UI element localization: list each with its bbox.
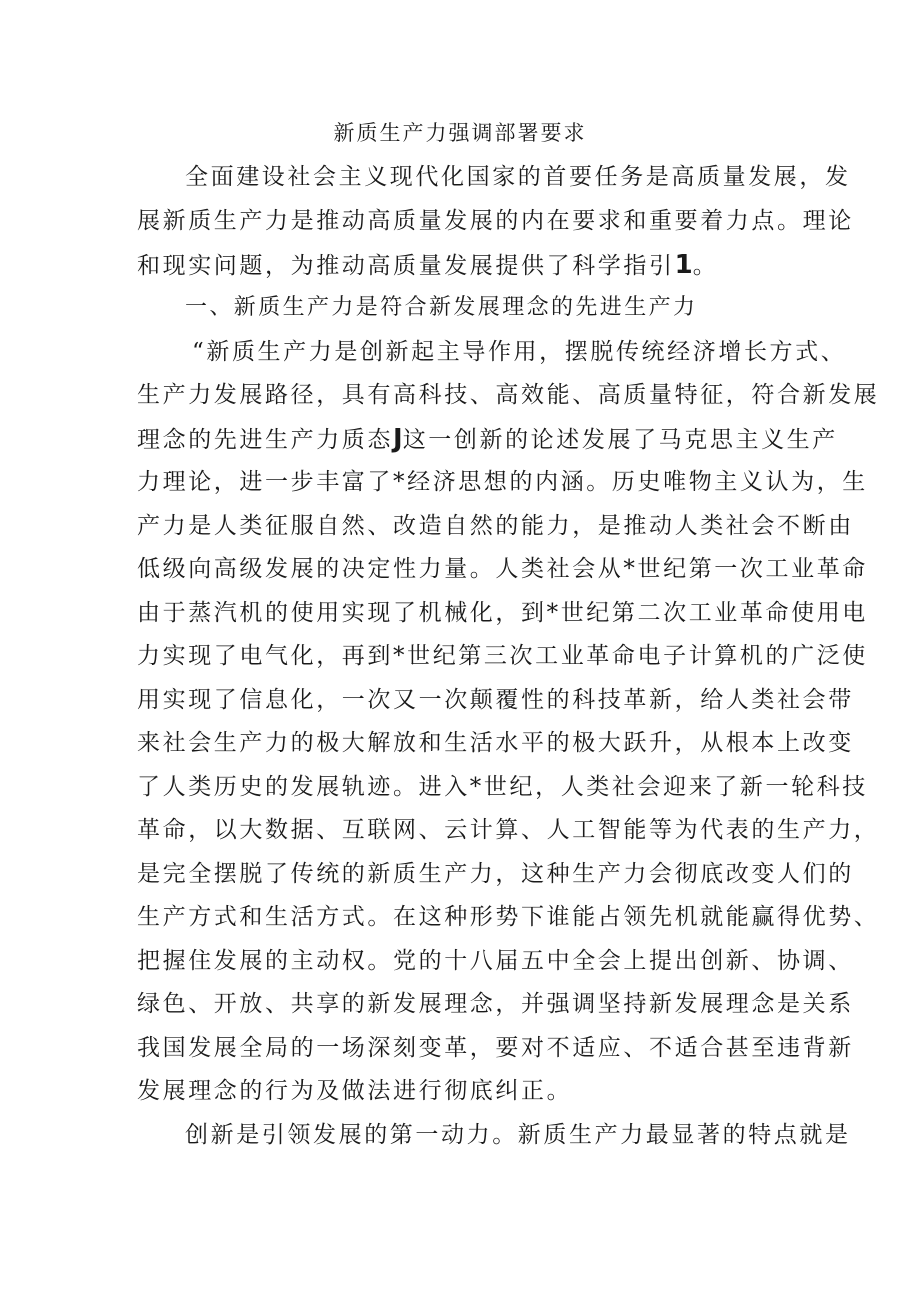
intro-line-2: 展新质生产力是推动高质量发展的内在要求和重要着力点。理论	[137, 208, 854, 234]
body-line: 用实现了信息化，一次又一次颠覆性的科技革新，给人类社会带	[137, 687, 854, 713]
body-line: 我国发展全局的一场深刻变革，要对不适应、不适合甚至违背新	[137, 1035, 854, 1061]
body-line: 革命，以大数据、互联网、云计算、人工智能等为代表的生产力，	[137, 817, 880, 843]
body-line: 把握住发展的主动权。党的十八届五中全会上提出创新、协调、	[137, 948, 854, 974]
body-line: 是完全摆脱了传统的新质生产力，这种生产力会彻底改变人们的	[137, 861, 854, 887]
body-line: 绿色、开放、共享的新发展理念，并强调坚持新发展理念是关系	[137, 991, 854, 1017]
body-line: 产力是人类征服自然、改造自然的能力，是推动人类社会不断由	[137, 513, 854, 539]
body-line: 力实现了电气化，再到*世纪第三次工业革命电子计算机的广泛使	[137, 643, 868, 669]
document-title: 新质生产力强调部署要求	[333, 121, 587, 145]
body-line: 生产力发展路径，具有高科技、高效能、高质量特征，符合新发展	[137, 382, 880, 408]
body-line	[137, 422, 838, 457]
body-line: 生产方式和生活方式。在这种形势下谁能占领先机就能赢得优势、	[137, 904, 880, 930]
intro-line-3-text: 和现实问题，为推动高质量发展提供了科学指引	[137, 253, 675, 279]
body-line: 发展理念的行为及做法进行彻底纠正。	[137, 1078, 573, 1104]
body-line: “新质生产力是创新起主导作用，摆脱传统经济增长方式、	[192, 339, 847, 365]
intro-line-3-end: 。	[692, 253, 719, 279]
body-line: 由于蒸汽机的使用实现了机械化，到*世纪第二次工业革命使用电	[137, 600, 868, 626]
intro-footnote-mark: 1	[674, 250, 693, 280]
body-line-rest: 这一创新的论述发展了马克思主义生产	[402, 427, 838, 453]
body-line: 力理论，进一步丰富了*经济思想的内涵。历史唯物主义认为，生	[137, 469, 868, 495]
body-line: 了人类历史的发展轨迹。进入*世纪，人类社会迎来了新一轮科技	[137, 774, 868, 800]
intro-line-1: 全面建设社会主义现代化国家的首要任务是高质量发展，发	[185, 164, 851, 190]
body-line-text: 理念的先进生产力质态	[137, 427, 393, 453]
intro-line-3	[137, 248, 718, 283]
body-line: 低级向高级发展的决定性力量。人类社会从*世纪第一次工业革命	[137, 556, 868, 582]
body-line: 来社会生产力的极大解放和生活水平的极大跃升，从根本上改变	[137, 730, 854, 756]
section-heading-1: 一、新质生产力是符合新发展理念的先进生产力	[185, 295, 698, 320]
closing-line: 创新是引领发展的第一动力。新质生产力最显著的特点就是	[185, 1122, 851, 1148]
body-line-mark: J	[393, 424, 403, 454]
